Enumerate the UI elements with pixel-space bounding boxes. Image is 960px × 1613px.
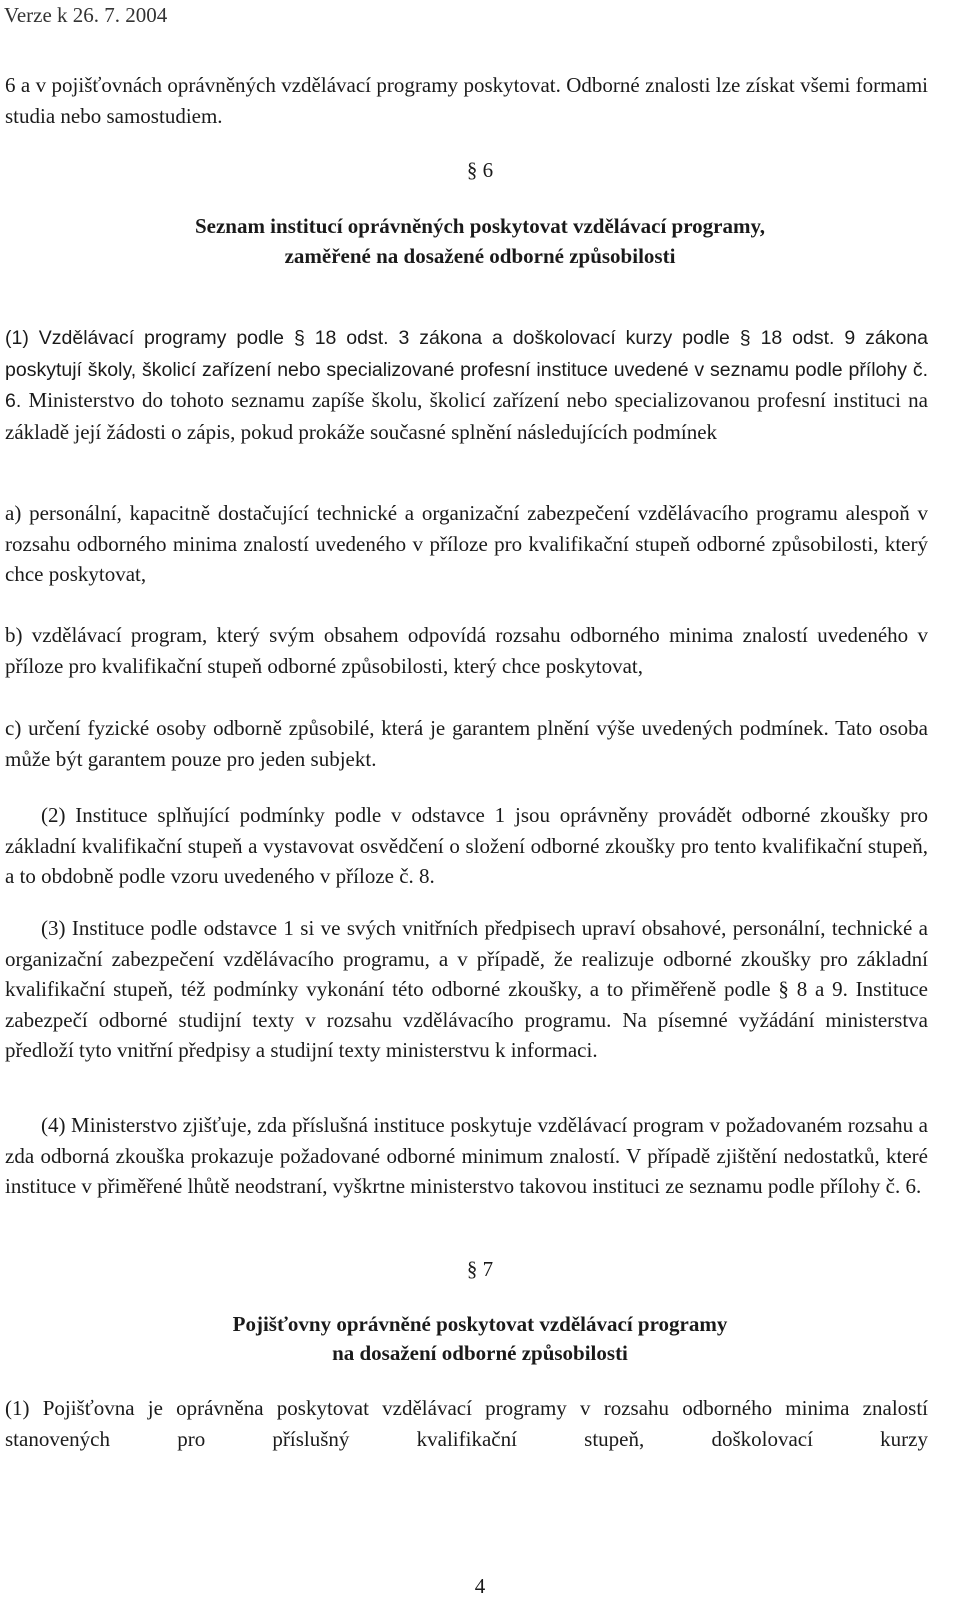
- section-7-title-line-2: na dosažení odborné způsobilosti: [332, 1341, 628, 1365]
- intro-paragraph: 6 a v pojišťovnách oprávněných vzdělávací programy poskytovat. Odborné znalosti lze získat všemi formami studia nebo samostudiem.: [5, 73, 928, 128]
- version-label: Verze k 26. 7. 2004: [4, 3, 168, 27]
- section-6-title-line-1: Seznam institucí oprávněných poskytovat vzdělávací programy,: [194, 214, 766, 238]
- paragraph-1-serif-part: Ministerstvo do tohoto seznamu zapíše školu, školicí zařízení nebo specializovanou profesní instituci na základě její žádosti o zápis, pokud prokáže současné splnění následujících podmínek: [5, 388, 928, 444]
- section-6-paragraph-4: (4) Ministerstvo zjišťuje, zda příslušná instituce poskytuje vzdělávací program v požadovaném rozsahu a zda odborná zkouška prokazuje požadované odborné minimum znalostí. V případě zjištění nedostatků, které instituce v přiměřené lhůtě neodstraní, vyškrtne ministerstvo takovou instituci ze seznamu podle přílohy č. 6.: [5, 1113, 928, 1198]
- section-6-paragraph-3: (3) Instituce podle odstavce 1 si ve svých vnitřních předpisech upraví obsahové, personální, technické a organizační zabezpečení vzdělávacího programu, a v případě, že realizuje odborné zkoušky pro základní kvalifikační stupeň, též podmínky vykonání této odborné zkoušky, a to přiměřeně podle § 8 a 9. Instituce zabezpečí odborné studijní texty v rozsahu vzdělávacího programu. Na písemné vyžádání ministerstva předloží tyto vnitřní předpisy a studijní texty ministerstvu k informaci.: [5, 916, 928, 1062]
- section-7-paragraph-1: (1) Pojišťovna je oprávněna poskytovat vzdělávací programy v rozsahu odborného minima znalostí stanovených pro příslušný kvalifikační stupeň, doškolovací kurzy: [5, 1396, 928, 1451]
- paragraph-1-sans-part: (1) Vzdělávací programy podle § 18 odst. 3 zákona a doškolovací kurzy podle § 18 odst. 9 zákona poskytují školy, školicí zařízení nebo specializované profesní instituce uvedené v seznamu podle přílohy č. 6.: [5, 327, 928, 412]
- section-7-number: § 7: [466, 1257, 494, 1281]
- page-number: 4: [474, 1574, 486, 1598]
- section-6-item-a: a) personální, kapacitně dostačující technické a organizační zabezpečení vzdělávacího programu alespoň v rozsahu odborného minima znalostí uvedeného v příloze pro kvalifikační stupeň odborné způsobilosti, který chce poskytovat,: [5, 501, 928, 586]
- section-6-number: § 6: [466, 158, 494, 182]
- section-6-title-line-2: zaměřené na dosažené odborné způsobilosti: [284, 244, 676, 268]
- section-6-paragraph-1: [5, 322, 928, 447]
- section-6-paragraph-2: (2) Instituce splňující podmínky podle v odstavce 1 jsou oprávněny provádět odborné zkoušky pro základní kvalifikační stupeň a vystavovat osvědčení o složení odborné zkoušky pro tento kvalifikační stupeň, a to obdobně podle vzoru uvedeného v příloze č. 8.: [5, 803, 928, 888]
- section-6-item-c: c) určení fyzické osoby odborně způsobilé, která je garantem plnění výše uvedených podmínek. Tato osoba může být garantem pouze pro jeden subjekt.: [5, 716, 928, 771]
- section-7-title-line-1: Pojišťovny oprávněné poskytovat vzdělávací programy: [232, 1312, 728, 1336]
- section-6-item-b: b) vzdělávací program, který svým obsahem odpovídá rozsahu odborného minima znalostí uvedeného v příloze pro kvalifikační stupeň odborné způsobilosti, který chce poskytovat,: [5, 623, 928, 678]
